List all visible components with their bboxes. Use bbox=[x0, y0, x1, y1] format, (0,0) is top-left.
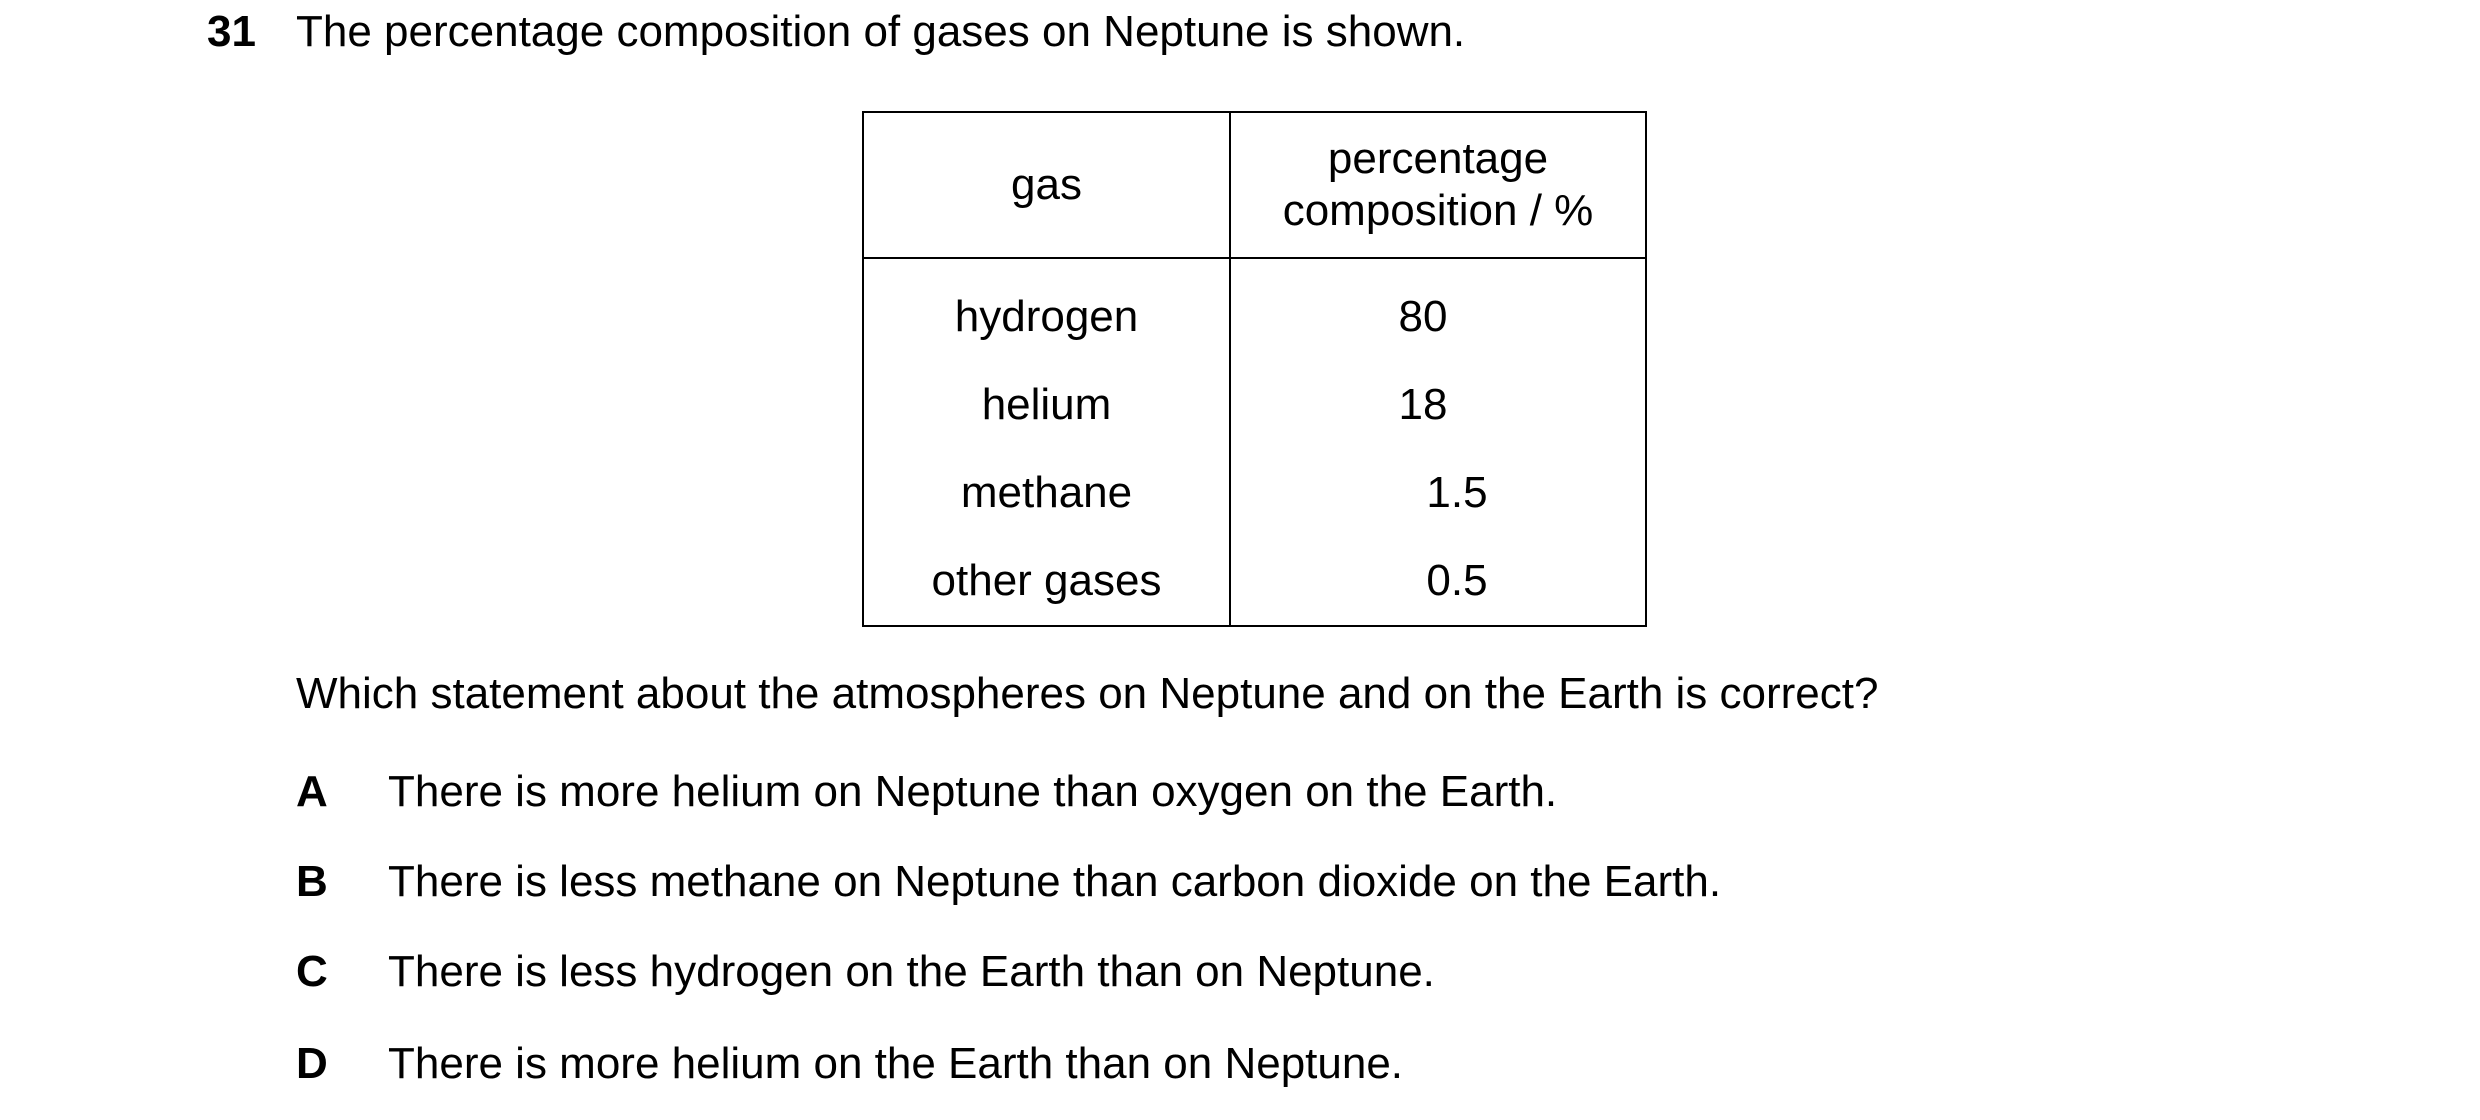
option-text: There is more helium on the Earth than on Neptune. bbox=[388, 1039, 1404, 1088]
table-row bbox=[863, 449, 1646, 537]
table-row bbox=[863, 258, 1646, 361]
option-c[interactable] bbox=[296, 948, 1435, 996]
option-a[interactable] bbox=[296, 768, 1557, 816]
option-letter: C bbox=[296, 947, 328, 996]
cell-percentage bbox=[1230, 361, 1646, 449]
cell-percentage bbox=[1230, 449, 1646, 537]
cell-gas: other gases bbox=[863, 537, 1230, 626]
cell-percentage bbox=[1230, 258, 1646, 361]
option-b[interactable] bbox=[296, 858, 1721, 906]
option-text: There is less methane on Neptune than carbon dioxide on the Earth. bbox=[388, 857, 1722, 906]
option-letter: D bbox=[296, 1039, 328, 1088]
table-row bbox=[863, 361, 1646, 449]
value-text: 18 bbox=[1398, 380, 1448, 429]
table-header-row bbox=[863, 112, 1646, 258]
option-text: There is less hydrogen on the Earth than on Neptune. bbox=[388, 947, 1435, 996]
question-text: Which statement about the atmospheres on Neptune and on the Earth is correct? bbox=[296, 669, 1879, 718]
question-number: 31 bbox=[207, 7, 256, 56]
cell-percentage bbox=[1230, 537, 1646, 626]
header-percentage-line1: percentage bbox=[1327, 134, 1549, 183]
header-percentage-line2: composition / % bbox=[1282, 186, 1594, 235]
option-text: There is more helium on Neptune than oxygen on the Earth. bbox=[388, 767, 1558, 816]
value-text: 80 bbox=[1398, 292, 1448, 341]
option-letter: B bbox=[296, 857, 328, 906]
cell-gas: helium bbox=[863, 361, 1230, 449]
option-d[interactable] bbox=[296, 1040, 1403, 1088]
question-stem: The percentage composition of gases on Neptune is shown. bbox=[296, 7, 1466, 56]
cell-gas: methane bbox=[863, 449, 1230, 537]
header-gas: gas bbox=[863, 112, 1230, 258]
value-text: 0.5 bbox=[1426, 556, 1488, 605]
cell-gas: hydrogen bbox=[863, 258, 1230, 361]
table-row bbox=[863, 537, 1646, 626]
header-percentage bbox=[1230, 112, 1646, 258]
value-text: 1.5 bbox=[1426, 468, 1488, 517]
gas-composition-table bbox=[862, 111, 1647, 627]
option-letter: A bbox=[296, 767, 328, 816]
